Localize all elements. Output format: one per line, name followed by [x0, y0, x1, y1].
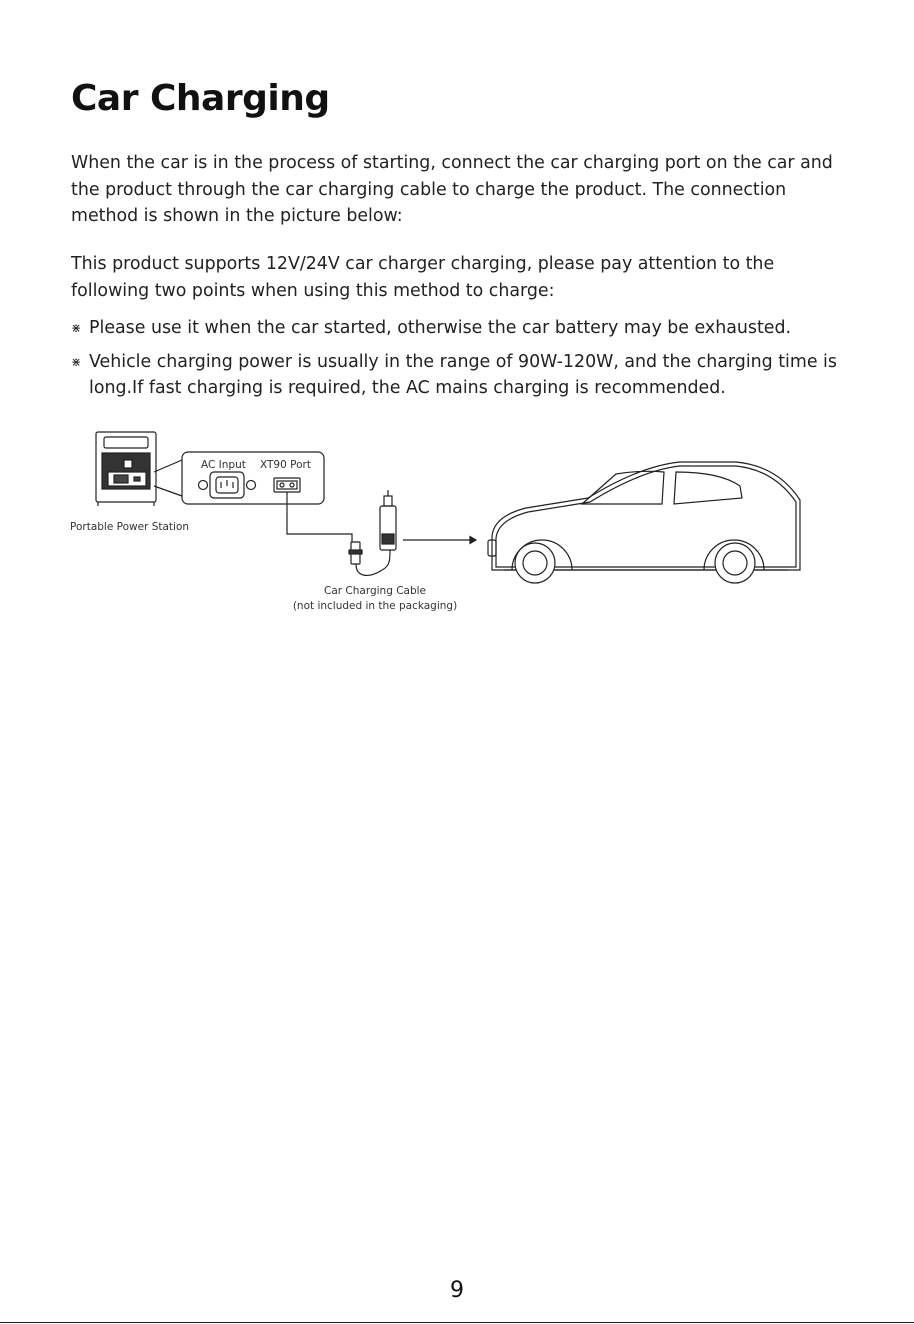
bottom-rule	[0, 1322, 914, 1323]
bullet-item-1	[71, 315, 851, 341]
cable-note: (not included in the packaging)	[292, 600, 458, 612]
bullet-mark-icon: ⋇	[71, 355, 82, 369]
car-icon	[488, 462, 800, 583]
xt90-port-label: XT90 Port	[260, 459, 311, 471]
bullet-item-2	[71, 349, 851, 401]
car-charging-diagram	[60, 420, 820, 630]
car-charging-cable-icon	[349, 490, 396, 575]
support-paragraph: This product supports 12V/24V car charger charging, please pay attention to the following two points when using this method to charge:	[71, 254, 775, 301]
intro-paragraph: When the car is in the process of starting, connect the car charging port on the car and the product through the car charging cable to charge the product. The connection method is shown in the picture below:	[71, 153, 833, 226]
bullet-mark-icon: ⋇	[71, 321, 82, 335]
bullet-text-2: Vehicle charging power is usually in the range of 90W-120W, and the charging time is long.If fast charging is required, the AC mains charging is recommended.	[89, 352, 837, 398]
bullet-text-1: Please use it when the car started, otherwise the car battery may be exhausted.	[89, 318, 792, 338]
page-title: Car Charging	[71, 78, 330, 119]
power-station-icon	[96, 432, 156, 506]
page-number: 9	[450, 1278, 464, 1303]
cable-label: Car Charging Cable	[323, 585, 427, 597]
ac-input-label: AC Input	[201, 459, 246, 471]
station-label: Portable Power Station	[70, 521, 190, 533]
